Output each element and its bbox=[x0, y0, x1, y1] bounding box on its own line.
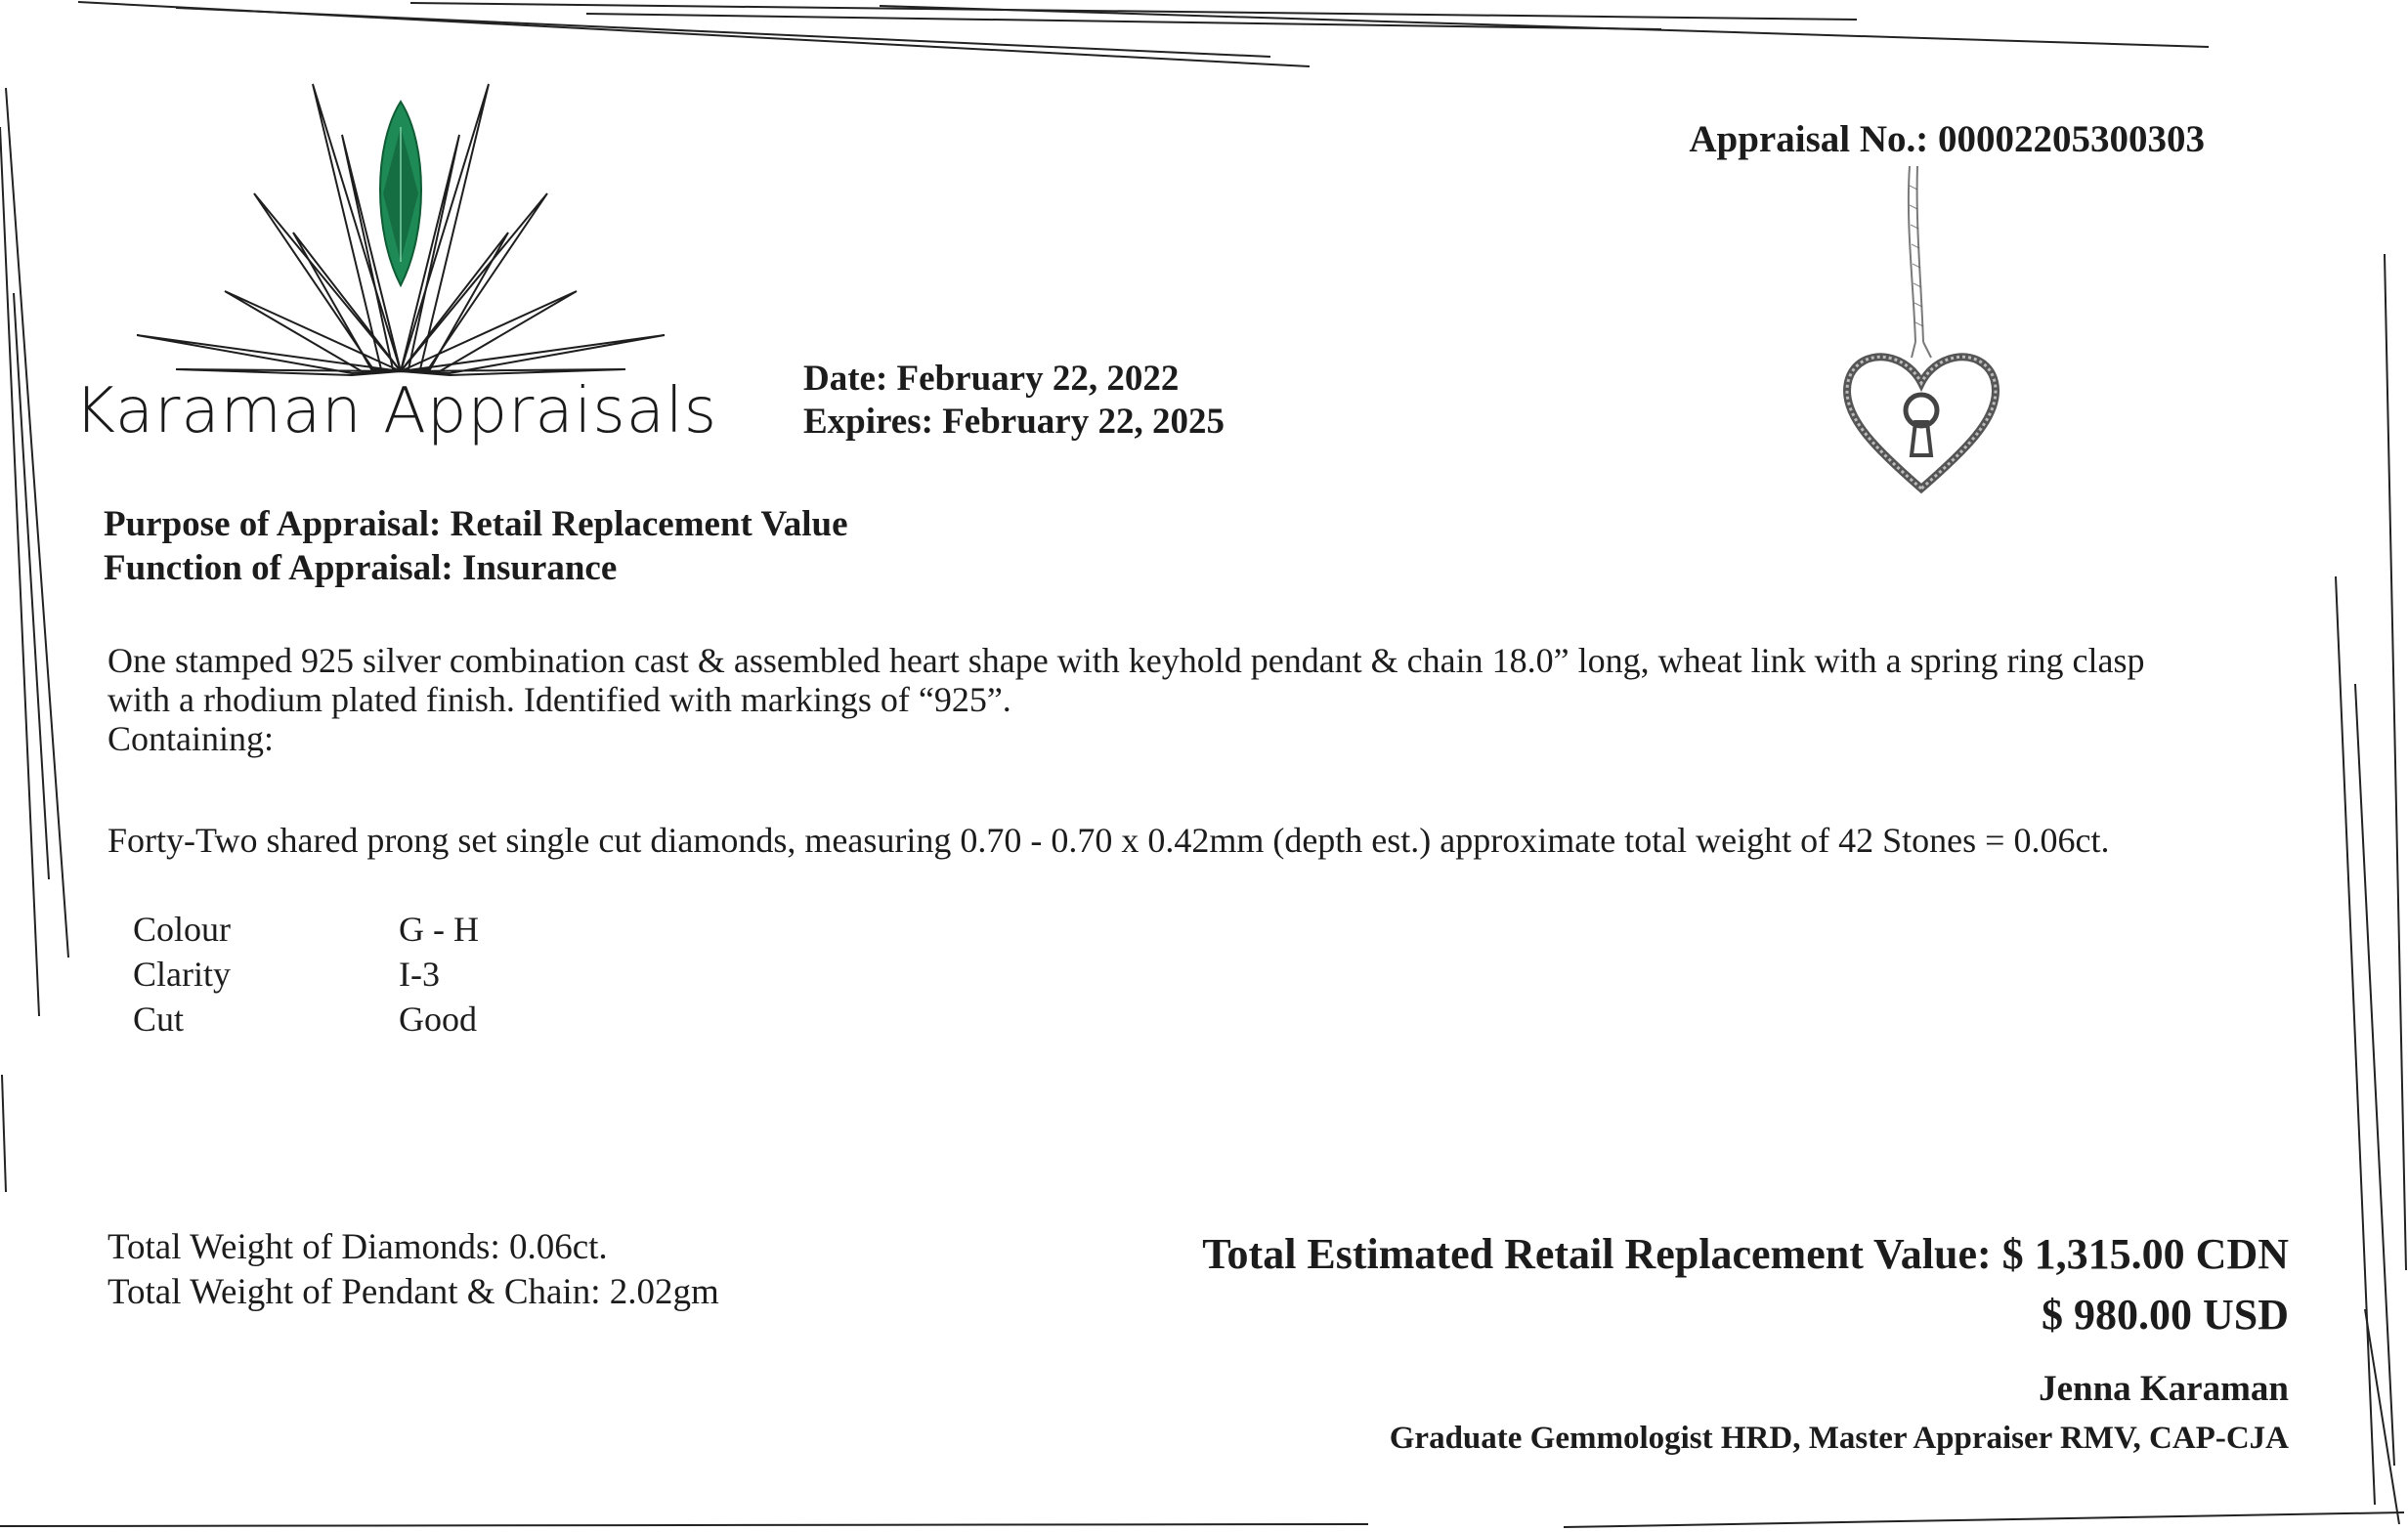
appraisal-number bbox=[1689, 117, 2205, 161]
valuation-label: Total Estimated Retail Replacement Value: bbox=[1202, 1230, 1992, 1278]
valuation-usd: $ 980.00 USD bbox=[2041, 1291, 2289, 1339]
grade-value: Good bbox=[399, 1000, 477, 1039]
appraiser-name: Jenna Karaman bbox=[2039, 1369, 2289, 1409]
date-line bbox=[803, 358, 1225, 401]
company-name: Karaman Appraisals bbox=[74, 375, 718, 447]
stones-description: Forty-Two shared prong set single cut diamonds, measuring 0.70 - 0.70 x 0.42mm (depth est.) approximate total weight of 42 Stones = 0.06ct. bbox=[108, 821, 2110, 860]
grade-row-colour bbox=[133, 907, 479, 952]
grade-row-cut bbox=[133, 997, 479, 1042]
valuation-cdn-value: $ 1,315.00 CDN bbox=[2001, 1230, 2289, 1278]
function-value: Insurance bbox=[461, 548, 618, 588]
appraisal-no-value: 00002205300303 bbox=[1938, 118, 2205, 160]
item-description bbox=[108, 641, 2209, 758]
expires-line bbox=[803, 401, 1225, 444]
appraisal-no-label: Appraisal No.: bbox=[1689, 118, 1929, 160]
purpose-block bbox=[104, 502, 848, 590]
expires-value: February 22, 2025 bbox=[942, 402, 1225, 442]
grade-label: Cut bbox=[133, 1000, 185, 1039]
function-line bbox=[104, 546, 848, 590]
grade-label: Clarity bbox=[133, 955, 231, 994]
grade-value: I-3 bbox=[399, 955, 440, 994]
function-label: Function of Appraisal: bbox=[104, 548, 453, 588]
description-text: One stamped 925 silver combination cast & assembled heart shape with keyhold pendant & chain 18.0” long, wheat link with a spring ring clasp with a rhodium plated finish. Identified with markings of “925”. bbox=[108, 641, 2145, 719]
diamond-weight: Total Weight of Diamonds: 0.06ct. bbox=[108, 1227, 608, 1267]
grade-row-clarity bbox=[133, 952, 479, 997]
appraiser-credentials: Graduate Gemmologist HRD, Master Appraiser RMV, CAP-CJA bbox=[1389, 1421, 2289, 1456]
logo-emblem bbox=[117, 76, 684, 389]
pendant-photo bbox=[1837, 166, 2013, 498]
purpose-line bbox=[104, 502, 848, 546]
grade-value: G - H bbox=[399, 910, 479, 949]
weights-block bbox=[108, 1225, 719, 1315]
containing-label: Containing: bbox=[108, 719, 274, 758]
date-value: February 22, 2022 bbox=[896, 359, 1180, 399]
date-label: Date: bbox=[803, 359, 888, 399]
date-block bbox=[803, 358, 1225, 444]
purpose-value: Retail Replacement Value bbox=[450, 504, 848, 544]
purpose-label: Purpose of Appraisal: bbox=[104, 504, 442, 544]
expires-label: Expires: bbox=[803, 402, 933, 442]
diamond-grades-table bbox=[133, 907, 479, 1042]
pendant-chain-weight: Total Weight of Pendant & Chain: 2.02gm bbox=[108, 1272, 719, 1312]
valuation-cdn bbox=[1202, 1229, 2289, 1279]
grade-label: Colour bbox=[133, 910, 232, 949]
